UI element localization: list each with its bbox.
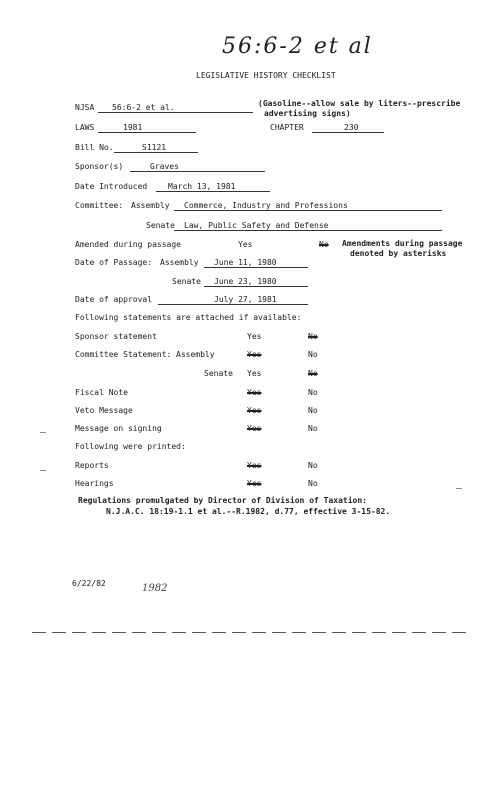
sponsor-value: Graves (130, 163, 265, 172)
njsa-note-line-1: (Gasoline--allow sale by liters--prescribe (258, 99, 461, 108)
statement-yes-veto: Yes (247, 406, 262, 415)
statement-yes-senate: Yes (247, 369, 262, 378)
printed-label-reports: Reports (75, 461, 109, 470)
statement-no-senate: No (308, 369, 318, 378)
committee-senate-value: Law, Public Safety and Defense (174, 222, 442, 231)
printed-no-hearings: No (308, 479, 318, 488)
njsa-label: NJSA (75, 103, 95, 112)
passage-senate-value: June 23, 1980 (204, 278, 308, 287)
statement-label-sponsor: Sponsor statement (75, 332, 157, 341)
committee-senate-label: Senate (146, 221, 175, 230)
chapter-label: CHAPTER (270, 123, 304, 132)
njsa-value: 56:6-2 et al. (98, 104, 253, 113)
njsa-note-line-2: advertising signs) (264, 109, 351, 118)
statement-yes-fiscal-note: Yes (247, 388, 262, 397)
statement-label-signing: Message on signing (75, 424, 162, 433)
passage-assembly-value: June 11, 1980 (204, 259, 308, 268)
chapter-value: 230 (312, 124, 384, 133)
scan-tick-left-1 (40, 432, 46, 433)
date-introduced-value: March 13, 1981 (156, 183, 270, 192)
date-of-passage-label: Date of Passage: (75, 258, 153, 267)
amended-yes: Yes (238, 240, 253, 249)
scan-edge-line (32, 632, 472, 633)
printed-yes-reports: Yes (247, 461, 262, 470)
committee-assembly-label: Assembly (131, 201, 170, 210)
printed-yes-hearings: Yes (247, 479, 262, 488)
scan-tick-left-2 (40, 470, 46, 471)
committee-assembly-value: Commerce, Industry and Professions (174, 202, 442, 211)
statement-yes-assembly: Yes (247, 350, 262, 359)
passage-assembly-label: Assembly (160, 258, 199, 267)
statement-sub-assembly: Assembly (176, 350, 215, 359)
bill-number-value: S1121 (114, 144, 198, 153)
printed-label-hearings: Hearings (75, 479, 114, 488)
sponsor-label: Sponsor(s) (75, 162, 124, 171)
stamp-year: 1982 (142, 583, 168, 594)
statement-label-committee: Committee Statement: (75, 350, 172, 359)
statement-label-veto: Veto Message (75, 406, 133, 415)
printed-no-reports: No (308, 461, 318, 470)
amended-note-line-2: denoted by asterisks (350, 249, 447, 258)
regulations-line-1: Regulations promulgated by Director of Division of Taxation: (78, 496, 367, 505)
statement-no-sponsor: No (308, 332, 318, 341)
amended-label: Amended during passage (75, 240, 181, 249)
amended-note-line-1: Amendments during passage (342, 239, 463, 248)
statement-label-fiscal-note: Fiscal Note (75, 388, 128, 397)
statement-sub-senate: Senate (204, 369, 233, 378)
bill-number-label: Bill No. (75, 143, 114, 152)
footer-date: 6/22/82 (72, 579, 106, 588)
scan-tick-right (456, 488, 462, 489)
page-title: LEGISLATIVE HISTORY CHECKLIST (196, 71, 336, 80)
amended-no: No (319, 240, 329, 249)
date-introduced-label: Date Introduced (75, 182, 148, 191)
laws-value: 1981 (98, 124, 196, 133)
handwritten-statute-id: 56:6-2 et al (222, 34, 373, 59)
statement-no-signing: No (308, 424, 318, 433)
statement-no-assembly: No (308, 350, 318, 359)
statement-no-veto: No (308, 406, 318, 415)
passage-senate-label: Senate (172, 277, 201, 286)
statement-yes-sponsor: Yes (247, 332, 262, 341)
date-of-approval-value: July 27, 1981 (158, 296, 308, 305)
printed-heading: Following were printed: (75, 442, 186, 451)
laws-label: LAWS (75, 123, 95, 132)
regulations-line-2: N.J.A.C. 18:19-1.1 et al.--R.1982, d.77, effective 3-15-82. (106, 507, 391, 516)
statement-no-fiscal-note: No (308, 388, 318, 397)
date-of-approval-label: Date of approval (75, 295, 153, 304)
statements-heading: Following statements are attached if available: (75, 313, 302, 322)
committee-label: Committee: (75, 201, 124, 210)
statement-yes-signing: Yes (247, 424, 262, 433)
